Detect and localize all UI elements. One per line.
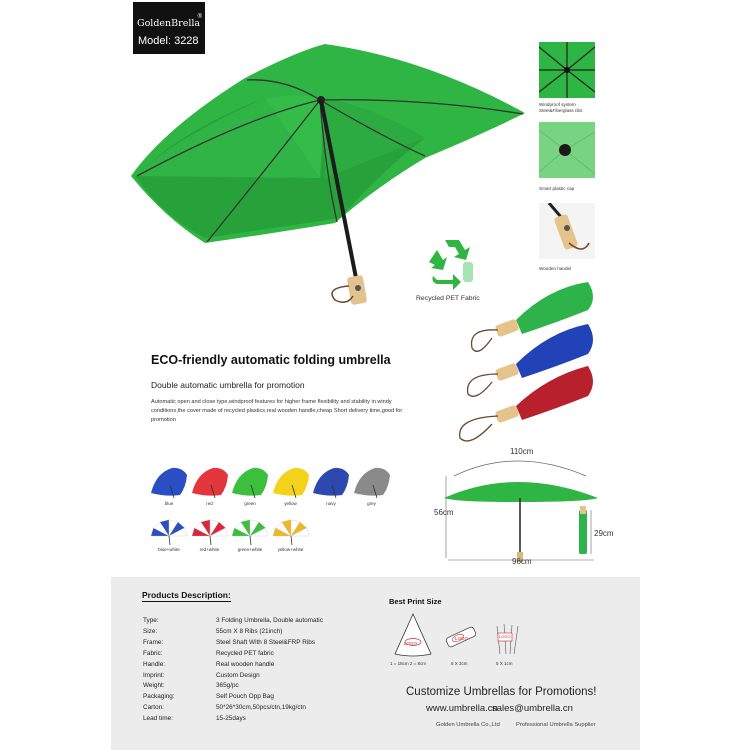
feature-handle-image: [539, 203, 595, 259]
spec-value: Recycled PET fabric: [216, 649, 274, 657]
spec-key: Imprint:: [143, 671, 165, 679]
spec-key: Fabric:: [143, 649, 163, 657]
recycle-label: Recycled PET Fabric: [416, 295, 480, 302]
dimension-height: 56cm: [434, 508, 454, 517]
company-name: Golden Umbrella Co.,Ltd: [436, 722, 500, 728]
color-swatch-yellow-white: [272, 512, 310, 546]
product-description: Automatic open and close type,windproof features for higher frame flexibility and stability in windy conditions,the cover made of recycled plastics,real wooden handle,cheap Short delivery time,good for promotion: [151, 399, 403, 423]
spec-key: Frame:: [143, 638, 164, 646]
color-swatch-grey: [353, 465, 391, 499]
products-description-title: Products Description:: [142, 590, 231, 600]
color-swatch-red: [191, 465, 229, 499]
company-tagline: Professional Umbrella Supplier: [516, 722, 596, 728]
color-swatch-label: blue+white: [158, 547, 180, 552]
ribs-closeup-icon: [539, 42, 595, 98]
spec-value: 15-25days: [216, 715, 246, 723]
spec-value: 55cm X 8 Ribs (21inch): [216, 627, 283, 635]
spec-value: Real wooden handle: [216, 660, 275, 668]
folded-umbrellas-image: [448, 278, 598, 453]
spec-value: Self Pouch Opp Bag: [216, 693, 274, 701]
print-size-strap: 5 X 1cm: [496, 661, 513, 666]
feature-ribs-caption: Windproof system Steel&Fiberglass ribs: [539, 102, 583, 113]
model-number: Model: 3228: [138, 35, 199, 47]
color-swatch-navy: [312, 465, 350, 499]
wooden-handle-icon: [539, 203, 595, 259]
dimension-diameter: 96cm: [512, 557, 532, 566]
print-size-panel: 1 = 18cm 2 = 8cm: [390, 661, 427, 666]
customize-slogan: Customize Umbrellas for Promotions!: [406, 686, 597, 698]
color-swatch-blue-white: [150, 512, 188, 546]
color-swatch-blue: [150, 465, 188, 499]
spec-value: Steel Shaft With 8 Steel&FRP Ribs: [216, 638, 315, 646]
color-swatch-green: [231, 465, 269, 499]
color-swatch-label: red: [206, 501, 213, 506]
spec-key: Size:: [143, 627, 158, 635]
feature-cap-caption: Smart plastic cap: [539, 186, 575, 191]
dimension-folded: 29cm: [594, 529, 614, 538]
print-logo-sleeve: LOGO: [455, 636, 469, 641]
website: www.umbrella.cn: [426, 703, 498, 714]
spec-key: Weight:: [143, 682, 165, 690]
color-swatch-yellow: [272, 465, 310, 499]
spec-key: Handle:: [143, 660, 166, 668]
spec-key: Type:: [143, 617, 159, 624]
product-subheadline: Double automatic umbrella for promotion: [151, 380, 305, 390]
best-print-title: Best Print Size: [389, 597, 442, 606]
color-swatch-label: yellow: [284, 501, 297, 506]
feature-cap-image: [539, 122, 595, 178]
email: sales@umbrella.cn: [492, 703, 573, 714]
print-logo-panel: LOGO: [404, 641, 418, 646]
print-strap: [492, 622, 522, 658]
spec-value: 50*26*30cm,50pcs/ctn,19kg/ctn: [216, 704, 306, 712]
color-swatch-green-white: [231, 512, 269, 546]
brand-name: GoldenBrella: [137, 18, 201, 29]
dimension-diagram: [436, 446, 616, 568]
plastic-cap-icon: [539, 122, 595, 178]
color-swatch-label: green: [244, 501, 256, 506]
folded-umbrella-red: [460, 366, 593, 441]
color-swatch-red-white: [191, 512, 229, 546]
spec-key: Lead time:: [143, 715, 173, 723]
spec-value: 3 Folding Umbrella, Double automatic: [216, 617, 323, 624]
color-swatch-label: navy: [326, 501, 336, 506]
spec-key: Packaging:: [143, 693, 175, 701]
print-size-sleeve: 6 X 3cm: [451, 661, 468, 666]
feature-ribs-image: [539, 42, 595, 98]
print-canopy-panel: [393, 612, 433, 658]
color-swatch-label: grey: [367, 501, 376, 506]
product-headline: ECO-friendly automatic folding umbrella: [151, 353, 391, 367]
color-swatch-label: red+white: [199, 547, 220, 552]
spec-key: Carton:: [143, 704, 164, 712]
spec-value: Custom Design: [216, 671, 260, 679]
print-logo-strap: LOGO: [499, 634, 511, 639]
dimension-width: 110cm: [510, 447, 534, 456]
color-swatch-label: blue: [164, 501, 174, 506]
color-swatch-label: yellow+white: [277, 547, 304, 552]
feature-handle-caption: Wooden handel: [539, 266, 572, 271]
spec-value: 365g/pc: [216, 682, 239, 690]
color-swatch-label: green+white: [237, 547, 263, 552]
registered-mark: ®: [197, 14, 202, 20]
